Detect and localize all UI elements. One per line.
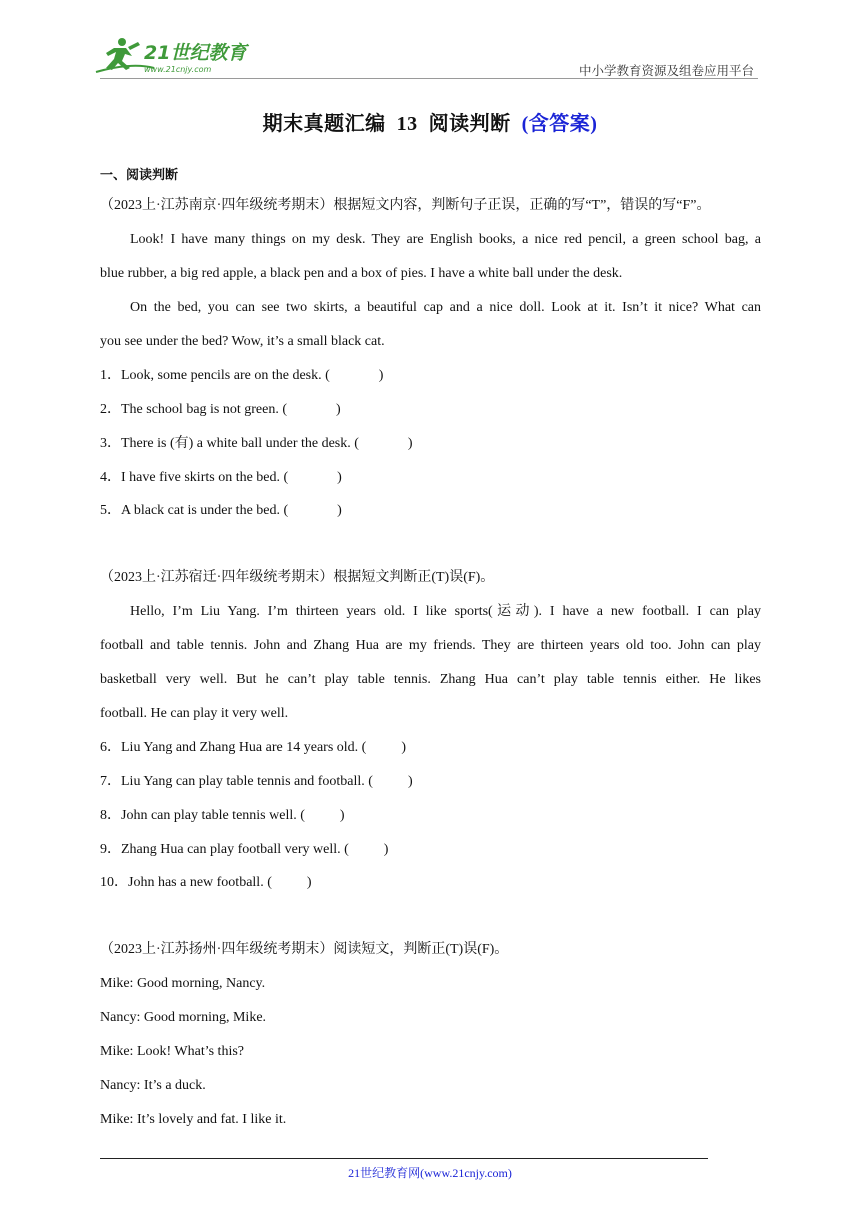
passage3-source: （2023上·江苏扬州·四年级统考期末）阅读短文，判断正(T)误(F)。: [100, 942, 509, 957]
passage2-text-line: Hello, I’m Liu Yang. I’m thirteen years old. I like sports(运动). I have a new football. I can play: [130, 604, 761, 619]
dialogue-line: Nancy: Good morning, Mike.: [100, 1010, 267, 1025]
header-divider: [100, 78, 758, 79]
logo-text: 21世纪教育: [144, 42, 247, 64]
dialogue-line: Mike: Good morning, Nancy.: [100, 976, 266, 991]
question-item: 10．John has a new football. ( ): [100, 875, 312, 890]
logo-url: www.21cnjy.com: [144, 65, 212, 74]
dialogue-line: Mike: Look! What’s this?: [100, 1044, 244, 1059]
footer-link[interactable]: 21世纪教育网(www.21cnjy.com): [348, 1166, 512, 1180]
passage1-source: （2023上·江苏南京·四年级统考期末）根据短文内容，判断句子正误，正确的写“T”，错误的写“F”。: [100, 198, 711, 213]
question-item: 1．Look, some pencils are on the desk. ( ): [100, 368, 384, 383]
passage2-source: （2023上·江苏宿迁·四年级统考期末）根据短文判断正(T)误(F)。: [100, 570, 495, 585]
passage1-text-line: blue rubber, a big red apple, a black pen and a box of pies. I have a white ball under the desk.: [100, 266, 623, 281]
question-item: 9．Zhang Hua can play football very well. ( ): [100, 842, 389, 857]
passage2-text-line: basketball very well. But he can’t play table tennis. Zhang Hua can’t play table tennis either. He likes: [100, 672, 761, 687]
logo[interactable]: [92, 34, 262, 78]
title-answer-tag: (含答案): [521, 113, 598, 135]
footer-divider: [100, 1158, 708, 1159]
question-item: 3．There is (有) a white ball under the desk. ( ): [100, 436, 413, 451]
page-header: [0, 0, 860, 80]
dialogue-line: Nancy: It’s a duck.: [100, 1078, 206, 1093]
section-heading: 一、阅读判断: [100, 168, 179, 183]
platform-label: 中小学教育资源及组卷应用平台: [578, 64, 754, 78]
title-main: 期末真题汇编 13 阅读判断: [262, 113, 522, 135]
question-item: 5．A black cat is under the bed. ( ): [100, 503, 342, 518]
question-item: 4．I have five skirts on the bed. ( ): [100, 470, 342, 485]
question-item: 8．John can play table tennis well. ( ): [100, 808, 345, 823]
runner-logo-icon: [92, 34, 262, 78]
passage1-text-line: On the bed, you can see two skirts, a beautiful cap and a nice doll. Look at it. Isn’t it nice? What can: [130, 300, 761, 315]
question-item: 7．Liu Yang can play table tennis and football. ( ): [100, 774, 413, 789]
passage2-text-line: football and table tennis. John and Zhang Hua are my friends. They are thirteen years old too. John can play: [100, 638, 761, 653]
passage1-text-line: Look! I have many things on my desk. They are English books, a nice red pencil, a green school bag, a: [130, 232, 761, 247]
passage1-text-line: you see under the bed? Wow, it’s a small black cat.: [100, 334, 385, 349]
question-item: 6．Liu Yang and Zhang Hua are 14 years old. ( ): [100, 740, 406, 755]
passage2-text-line: football. He can play it very well.: [100, 706, 289, 721]
page-title: [0, 107, 860, 136]
dialogue-line: Mike: It’s lovely and fat. I like it.: [100, 1112, 287, 1127]
question-item: 2．The school bag is not green. ( ): [100, 402, 341, 417]
